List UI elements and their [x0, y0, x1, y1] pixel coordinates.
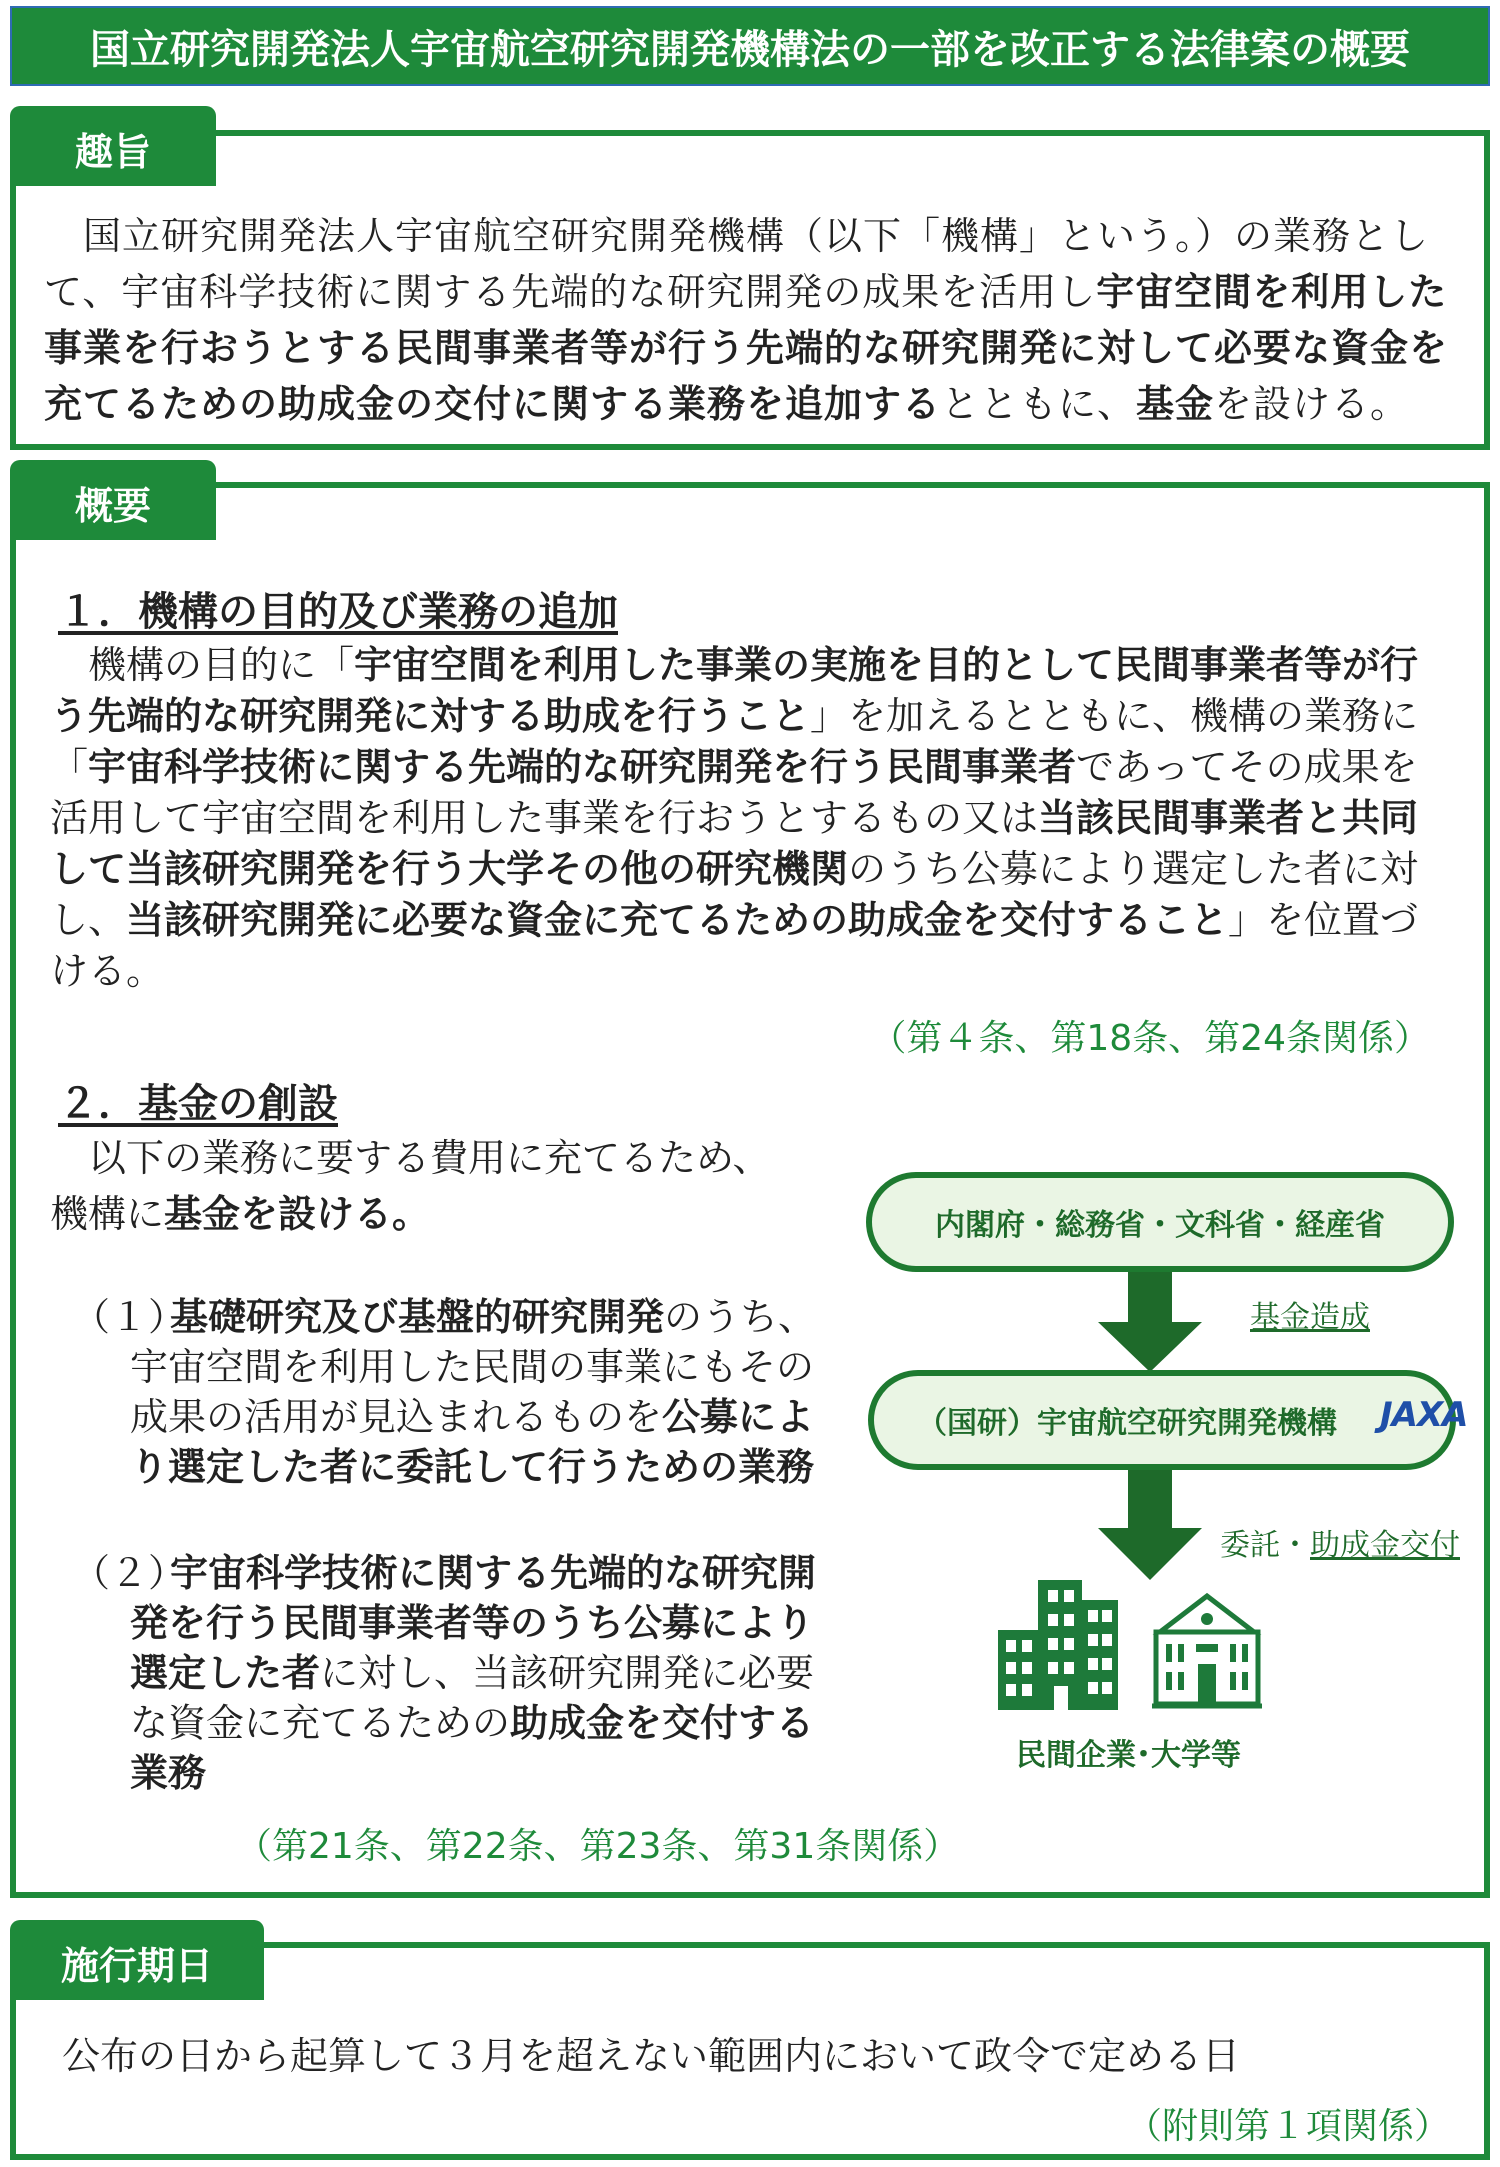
section1-text-segment: であってその成果を活用して宇宙空間を利用した事業を行おうとするもの又は	[50, 745, 1418, 840]
section1-text-segment: 宇宙空間を利用した事業の実施を目的として民間事業者等が行う先端的な研究開発に対する助成を行うこと	[50, 643, 1419, 738]
arrow-down-icon	[1090, 1272, 1210, 1372]
item2-text	[130, 1548, 830, 1798]
purpose-text-segment: 国立研究開発法人宇宙航空研究開発機構（以下「機構」という。）の業務として、宇宙科学技術に関する先端的な研究開発の成果を活用し	[44, 214, 1430, 314]
effective-tab-line	[258, 1942, 1490, 1948]
section1-text-segment: 宇宙科学技術に関する先端的な研究開発を行う民間事業者	[88, 745, 1077, 789]
effective-date-tab: 施行期日	[10, 1920, 264, 2004]
section2-intro-line2-bold: 基金を設ける。	[164, 1192, 431, 1236]
university-building-icon	[1150, 1592, 1264, 1710]
section2-intro-line2-pre: 機構に	[50, 1192, 165, 1236]
purpose-text	[44, 208, 1464, 432]
effective-date-ref: （附則第１項関係）	[1125, 2106, 1450, 2147]
purpose-tab: 趣旨	[10, 106, 216, 190]
section1-heading: １．機構の目的及び業務の追加	[58, 589, 618, 635]
item1-text-segment: 公募により選定した者に委託して行うための業務	[130, 1395, 815, 1489]
section1-text-segment: 当該民間事業者と共同して当該研究開発を行う大学その他の研究機関	[50, 796, 1419, 891]
section2-intro-line1: 以下の業務に要する費用に充てるため、	[50, 1136, 771, 1180]
section1-text	[50, 640, 1450, 997]
purpose-text-segment: 基金	[1136, 382, 1215, 426]
company-building-icon	[998, 1580, 1118, 1710]
overview-tab-line	[210, 482, 1490, 488]
section2-ref: （第21条、第22条、第23条、第31条関係）	[236, 1826, 960, 1867]
fund-creation-label: 基金造成	[1250, 1300, 1370, 1335]
section1-text-segment: 機構の目的に「	[50, 643, 355, 687]
section1-text-segment: 」を加えるとともに、機構の業務に「	[50, 694, 1419, 789]
ministries-node: 内閣府・総務省・文科省・経産省	[866, 1172, 1454, 1272]
item2-text-segment: 助成金を交付する業務	[130, 1701, 815, 1795]
section2-intro	[50, 1130, 770, 1242]
commission-label	[1220, 1520, 1460, 1564]
jaxa-node	[868, 1370, 1456, 1470]
page-title: 国立研究開発法人宇宙航空研究開発機構法の一部を改正する法律案の概要	[10, 6, 1490, 86]
item2-text-segment: に対し、当該研究開発に必要な資金に充てるための	[130, 1651, 815, 1745]
commission-label-a: 委託・	[1220, 1528, 1310, 1563]
section1-text-segment: のうち公募により選定した者に対し、	[50, 847, 1419, 942]
purpose-tab-line-right	[1484, 130, 1490, 190]
overview-tab-line-right	[1484, 482, 1490, 544]
purpose-text-segment: 宇宙空間を利用した事業を行おうとする民間事業者等が行う先端的な研究開発に対して必要な資金を充てるための助成金の交付に関する業務を追加する	[44, 270, 1449, 426]
section1-text-segment: 当該研究開発に必要な資金に充てるための助成金を交付すること	[126, 898, 1229, 942]
section2-heading: ２．基金の創設	[58, 1081, 338, 1127]
section1-text-segment: 」を位置づける。	[50, 898, 1419, 993]
item1-text-segment: のうち、宇宙空間を利用した民間の事業にもその成果の活用が見込まれるものを	[130, 1295, 817, 1439]
jaxa-logo: JAXA	[1380, 1395, 1468, 1435]
item2-text-segment: 宇宙科学技術に関する先端的な研究開発を行う民間事業者等のうち公募により選定した者	[130, 1551, 817, 1695]
effective-date-text: 公布の日から起算して３月を超えない範囲内において政令で定める日	[62, 2034, 1241, 2078]
section2-intro-line2	[50, 1186, 770, 1242]
item1-text	[130, 1292, 830, 1492]
effective-tab-line-right	[1484, 1942, 1490, 2002]
commission-label-b: 助成金交付	[1310, 1528, 1460, 1563]
purpose-text-segment: を設ける。	[1214, 382, 1410, 426]
purpose-text-segment: とともに、	[941, 382, 1137, 426]
overview-tab: 概要	[10, 460, 216, 544]
jaxa-node-label: （国研）宇宙航空研究開発機構	[917, 1406, 1337, 1441]
item2-number: （２）	[72, 1551, 187, 1595]
recipients-label: 民間企業･大学等	[1016, 1738, 1241, 1773]
purpose-tab-line	[210, 130, 1490, 136]
arrow-down-icon-2	[1090, 1470, 1210, 1580]
section1-ref: （第４条、第18条、第24条関係）	[870, 1018, 1430, 1059]
item1-text-segment: 基礎研究及び基盤的研究開発	[170, 1295, 665, 1339]
item1-number: （１）	[72, 1295, 187, 1339]
